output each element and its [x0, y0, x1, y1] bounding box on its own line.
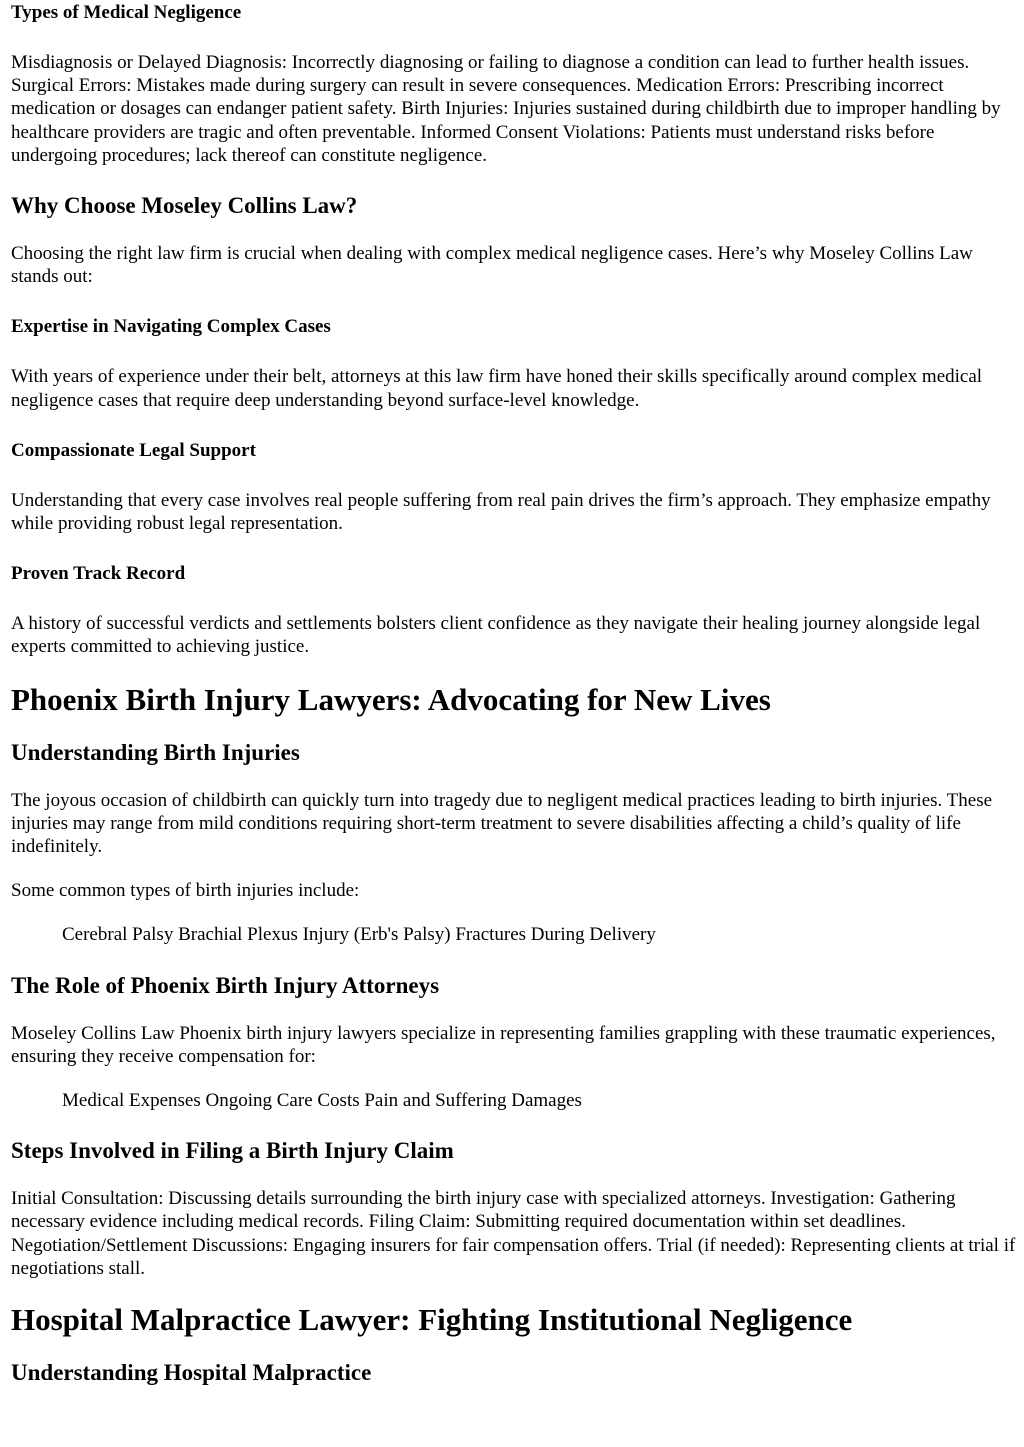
document-page: [0, 1, 1024, 1387]
birth-injury-types-quote: Cerebral Palsy Brachial Plexus Injury (Erb's Palsy) Fractures During Delivery: [62, 924, 656, 946]
why-choose-paragraph: Choosing the right law firm is crucial when dealing with complex medical negligence cases. Here’s why Moseley Collins Law stands out:: [11, 243, 973, 288]
compassion-heading: Compassionate Legal Support: [11, 439, 256, 461]
why-choose-heading: Why Choose Moseley Collins Law?: [11, 193, 358, 219]
compassion-paragraph: Understanding that every case involves real people suffering from real pain drives the firm’s approach. They emphasize empathy while providing robust legal representation.: [11, 489, 991, 535]
types-of-negligence-paragraph: Misdiagnosis or Delayed Diagnosis: Incorrectly diagnosing or failing to diagnose a condition can lead to further health issues. Surgical Errors: Mistakes made during surgery can result in severe consequences. Medication Errors: Prescribing incorrect medication or dosages can endanger patient safety. Birth Injuries: Injuries sustained during childbirth due to improper handling by healthcare providers are tragic and often preventable. Informed Consent Violations: Patients must understand risks before undergoing procedures; lack thereof can constitute negligence.: [11, 52, 1001, 166]
common-types-intro: Some common types of birth injuries include:: [11, 880, 360, 902]
filing-steps-paragraph: Initial Consultation: Discussing details surrounding the birth injury case with specialized attorneys. Investigation: Gathering necessary evidence including medical records. Filing Claim: Submitting required documentation within set deadlines. Negotiation/Settlement Discussions: Engaging insurers for fair compensation offers. Trial (if needed): Representing clients at trial if negotiations stall.: [11, 1188, 1016, 1279]
understanding-birth-injuries-paragraph: The joyous occasion of childbirth can quickly turn into tragedy due to negligent medical practices leading to birth injuries. These injuries may range from mild conditions requiring short-term treatment to severe disabilities affecting a child’s quality of life indefinitely.: [11, 789, 993, 858]
expertise-paragraph: With years of experience under their belt, attorneys at this law firm have honed their skills specifically around complex medical negligence cases that require deep understanding beyond surface-level knowledge.: [11, 366, 983, 411]
types-of-negligence-heading: Types of Medical Negligence: [11, 2, 242, 23]
expertise-heading: Expertise in Navigating Complex Cases: [11, 316, 331, 338]
role-of-attorneys-heading: The Role of Phoenix Birth Injury Attorneys: [11, 972, 440, 998]
hospital-malpractice-heading: Hospital Malpractice Lawyer: Fighting Institutional Negligence: [11, 1302, 853, 1338]
understanding-birth-injuries-heading: Understanding Birth Injuries: [11, 739, 300, 765]
track-record-paragraph: A history of successful verdicts and settlements bolsters client confidence as they navigate their healing journey alongside legal experts committed to achieving justice.: [11, 613, 981, 658]
understanding-hospital-malpractice-heading: Understanding Hospital Malpractice: [11, 1360, 372, 1386]
compensation-types-quote: Medical Expenses Ongoing Care Costs Pain and Suffering Damages: [62, 1090, 582, 1112]
track-record-heading: Proven Track Record: [11, 563, 186, 585]
phoenix-birth-injury-heading: Phoenix Birth Injury Lawyers: Advocating for New Lives: [11, 681, 771, 717]
role-of-attorneys-paragraph: Moseley Collins Law Phoenix birth injury lawyers specialize in representing families grappling with these traumatic experiences, ensuring they receive compensation for:: [11, 1022, 996, 1067]
filing-steps-heading: Steps Involved in Filing a Birth Injury Claim: [11, 1138, 454, 1164]
